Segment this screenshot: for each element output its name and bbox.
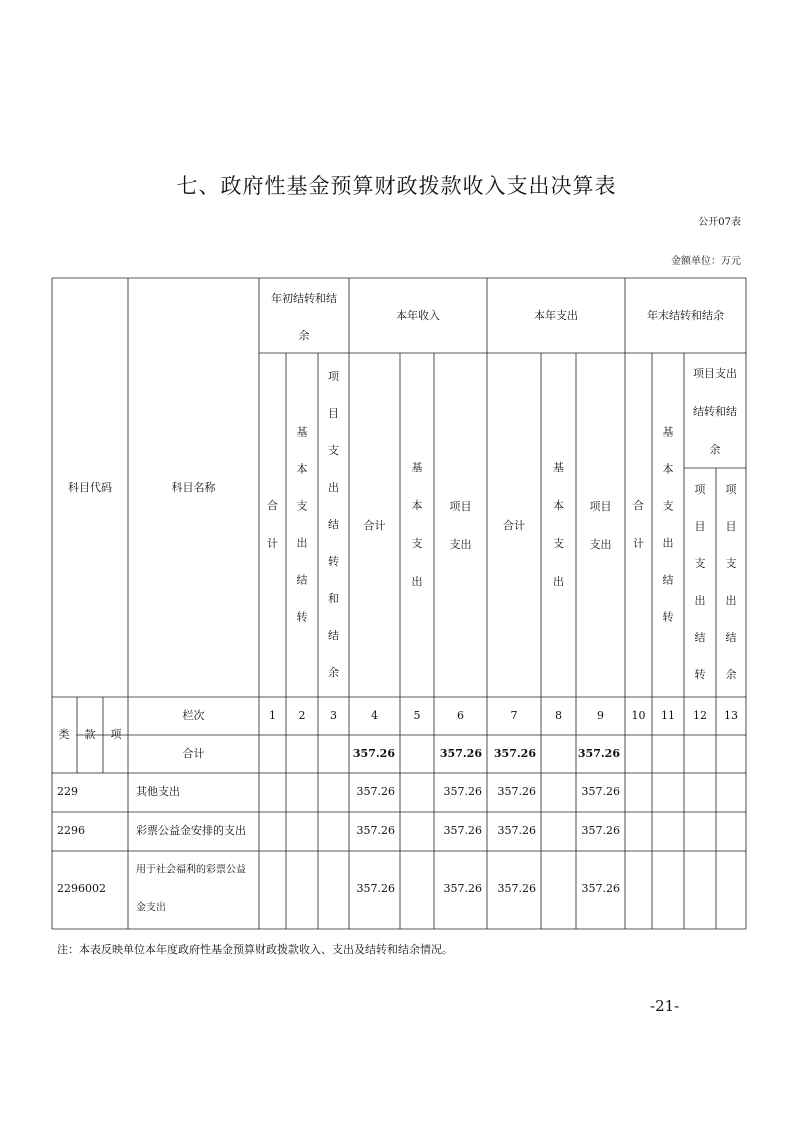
column-number-2: 2 — [298, 709, 306, 722]
column-number-7: 7 — [510, 709, 518, 722]
subheader-expense-total: 合计 — [503, 519, 525, 532]
row-cell-col4: 357.26 — [356, 882, 395, 895]
subheader-expense-project-l1: 项目 — [589, 500, 612, 513]
subheader-begin-total — [267, 498, 278, 550]
row-code: 2296 — [57, 824, 85, 837]
subheader-end-basic-char: 基 — [662, 425, 674, 439]
row-cell-col4: 357.26 — [356, 785, 395, 798]
sum-cell-col4: 357.26 — [352, 747, 395, 760]
subheader-end-basic-char: 出 — [662, 536, 674, 550]
row-cell-col6: 357.26 — [443, 882, 482, 895]
subheader-begin-project-char: 转 — [328, 555, 339, 568]
subheader-income-project-l2: 支出 — [449, 538, 472, 551]
row-cell-col4: 357.26 — [356, 824, 395, 837]
subheader-begin-project-char: 和 — [328, 592, 339, 605]
column-number-3: 3 — [330, 709, 337, 722]
subheader-expense-basic-char: 基 — [553, 461, 564, 474]
subheader-income-total: 合计 — [363, 519, 386, 532]
subheader-expense-basic-char: 本 — [553, 499, 564, 512]
subheader-begin-project-char: 目 — [328, 407, 339, 420]
label-xiang: 项 — [110, 728, 122, 741]
table-note: 注：本表反映单位本年度政府性基金预算财政拨款收入、支出及结转和结余情况。 — [57, 943, 453, 956]
column-number-4: 4 — [371, 709, 378, 722]
subheader-expense-basic-char: 支 — [553, 537, 564, 550]
column-number-1: 1 — [269, 709, 276, 722]
subheader-end-total-char: 合 — [633, 499, 644, 512]
row-name: 彩票公益金安排的支出 — [136, 824, 246, 837]
label-lei: 类 — [58, 728, 70, 741]
row-cell-col9: 357.26 — [581, 824, 620, 837]
row-cell-col7: 357.26 — [497, 785, 536, 798]
row-cell-col6: 357.26 — [443, 824, 482, 837]
subheader-end-total-char: 计 — [633, 537, 644, 550]
column-number-13: 13 — [724, 709, 738, 722]
row-cell-col6: 357.26 — [443, 785, 482, 798]
sum-cell-col9: 357.26 — [577, 747, 620, 760]
subheader-end-project-balance-char: 出 — [725, 594, 737, 607]
row-cell-col9: 357.26 — [581, 785, 620, 798]
column-number-8: 8 — [555, 709, 562, 722]
column-number-12: 12 — [693, 709, 707, 722]
column-number-10: 10 — [631, 709, 646, 722]
subheader-begin-basic-char: 基 — [296, 425, 308, 439]
column-number-6: 6 — [457, 709, 464, 722]
subheader-begin-basic-char: 结 — [296, 573, 308, 587]
subheader-end-project-l1: 项目支出 — [693, 367, 737, 380]
header-begin-l2: 余 — [298, 329, 310, 342]
header-code: 科目代码 — [68, 481, 112, 494]
subheader-end-project-carry-char: 项 — [694, 483, 706, 496]
subheader-end-basic-char: 结 — [662, 573, 674, 587]
column-number-9: 9 — [597, 709, 604, 722]
subheader-begin-total-char: 计 — [267, 537, 278, 550]
subheader-end-project-balance-char: 余 — [725, 668, 737, 681]
subheader-income-basic — [412, 460, 423, 588]
subheader-end-project-carry-char: 转 — [694, 668, 706, 681]
amount-unit: 金额单位：万元 — [671, 256, 741, 267]
subheader-income-basic-char: 基 — [411, 461, 423, 474]
header-expense: 本年支出 — [534, 309, 578, 322]
subheader-begin-basic-char: 本 — [296, 462, 308, 476]
header-income: 本年收入 — [396, 309, 440, 322]
subheader-end-project-balance-char: 结 — [725, 631, 737, 644]
header-end: 年末结转和结余 — [647, 309, 724, 322]
subheader-income-basic-char: 支 — [411, 537, 423, 550]
subheader-end-project-balance-char: 支 — [725, 557, 737, 570]
row-cell-col7: 357.26 — [497, 824, 536, 837]
sum-cell-col6: 357.26 — [439, 747, 482, 760]
row-name-line1: 用于社会福利的彩票公益 — [136, 864, 246, 876]
header-name: 科目名称 — [171, 481, 216, 494]
header-begin-l1: 年初结转和结 — [271, 292, 337, 305]
subheader-end-project-carry-char: 结 — [694, 631, 706, 644]
column-number-5: 5 — [413, 709, 421, 722]
subheader-expense-basic-char: 出 — [553, 575, 564, 588]
subheader-begin-project-char: 结 — [328, 518, 339, 531]
sum-cell-col7: 357.26 — [493, 747, 536, 760]
subheader-end-basic — [663, 425, 674, 624]
subheader-income-basic-char: 本 — [411, 499, 423, 512]
row-name-line2: 金支出 — [136, 902, 166, 914]
column-number-11: 11 — [661, 709, 675, 722]
page-title: 七、政府性基金预算财政拨款收入支出决算表 — [176, 174, 617, 198]
label-sum: 合计 — [182, 747, 205, 760]
row-code: 2296002 — [57, 882, 106, 895]
form-number: 公开07表 — [698, 217, 741, 228]
subheader-end-project-carry-char: 出 — [694, 594, 706, 607]
subheader-begin-project-char: 结 — [328, 629, 339, 642]
row-cell-col7: 357.26 — [497, 882, 536, 895]
subheader-end-project-l3: 余 — [709, 443, 721, 456]
subheader-end-project-balance-char: 目 — [725, 520, 737, 533]
subheader-end-project-balance — [726, 483, 738, 681]
subheader-income-project-l1: 项目 — [449, 500, 472, 513]
subheader-end-total — [633, 498, 644, 550]
subheader-begin-project-char: 余 — [328, 666, 339, 679]
subheader-begin-basic-char: 转 — [296, 610, 308, 624]
row-cell-col9: 357.26 — [581, 882, 620, 895]
subheader-begin-basic-char: 出 — [296, 536, 308, 550]
subheader-expense-basic — [553, 460, 564, 588]
subheader-end-project-carry-char: 支 — [694, 557, 706, 570]
subheader-end-project-carry — [695, 483, 707, 681]
subheader-end-basic-char: 支 — [662, 499, 674, 513]
label-kuan: 款 — [84, 728, 96, 741]
row-code: 229 — [57, 785, 78, 798]
subheader-end-project-l2: 结转和结 — [693, 405, 737, 418]
subheader-expense-project-l2: 支出 — [589, 538, 612, 551]
subheader-income-basic-char: 出 — [411, 575, 423, 588]
page-number: -21- — [650, 997, 680, 1015]
subheader-begin-basic — [297, 425, 308, 624]
subheader-begin-project-char: 出 — [328, 481, 339, 494]
subheader-begin-total-char: 合 — [267, 499, 278, 512]
subheader-begin-project-char: 项 — [328, 370, 339, 383]
subheader-begin-project-char: 支 — [328, 444, 339, 457]
subheader-end-project-balance-char: 项 — [725, 483, 737, 496]
row-name: 其他支出 — [136, 785, 180, 798]
subheader-end-project-carry-char: 目 — [694, 520, 706, 533]
subheader-begin-basic-char: 支 — [296, 499, 308, 513]
subheader-end-basic-char: 本 — [662, 462, 674, 476]
subheader-end-basic-char: 转 — [662, 610, 674, 624]
subheader-begin-project — [328, 370, 340, 679]
label-column-order: 栏次 — [182, 709, 205, 722]
